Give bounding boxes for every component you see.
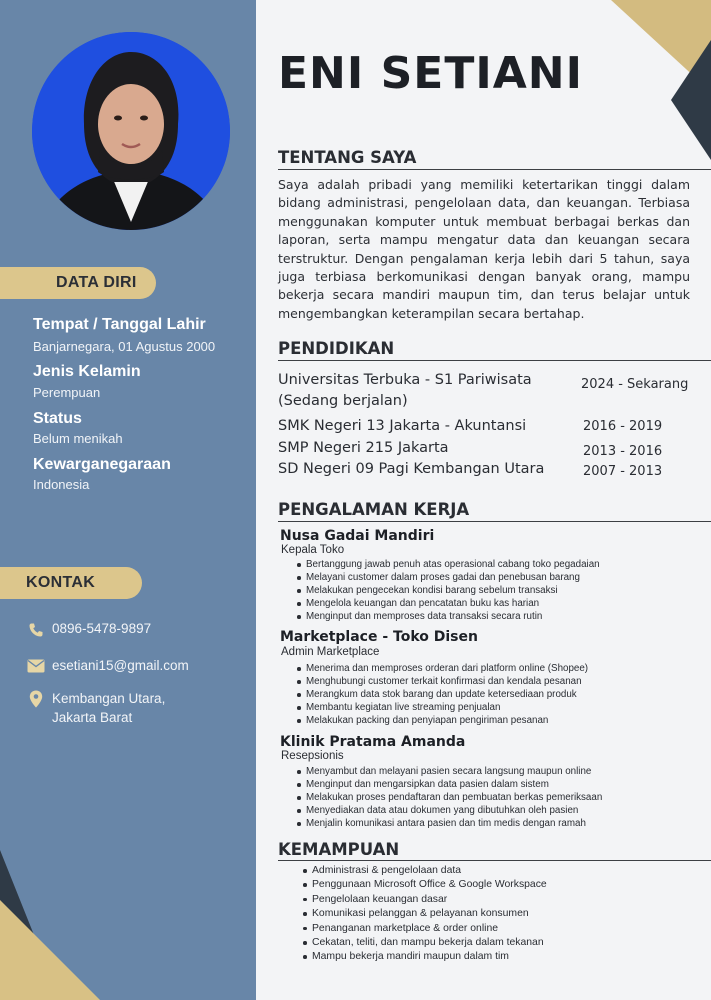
- list-item: Cekatan, teliti, dan mampu bekerja dalam tekanan: [312, 936, 702, 950]
- list-item: Melakukan packing dan penyiapan pengiriman pesanan: [306, 714, 696, 727]
- job-duties-list: [306, 558, 696, 623]
- status-label: Status: [33, 410, 82, 427]
- list-item: Penanganan marketplace & order online: [312, 922, 702, 936]
- job-duties-list: [306, 765, 696, 830]
- list-item: Melayani customer dalam proses gadai dan penebusan barang: [306, 571, 696, 584]
- sidebar: [0, 0, 256, 1000]
- skills-divider: [278, 860, 711, 861]
- education-item-2: [278, 416, 526, 437]
- job-company: Klinik Pratama Amanda: [280, 734, 466, 750]
- job-company: Marketplace - Toko Disen: [280, 629, 478, 645]
- email-row[interactable]: [26, 658, 189, 673]
- nationality-value: Indonesia: [33, 477, 90, 492]
- profile-photo: [32, 32, 230, 230]
- person-avatar-icon: [32, 32, 230, 230]
- about-heading: TENTANG SAYA: [278, 148, 417, 167]
- education-school: SMK Negeri 13 Jakarta - Akuntansi: [278, 418, 527, 434]
- gender-label: Jenis Kelamin: [33, 363, 141, 380]
- list-item: Komunikasi pelanggan & pelayanan konsumen: [312, 907, 702, 921]
- email-address: esetiani15@gmail.com: [52, 658, 189, 673]
- list-item: Mengelola keuangan dan pencatatan buku kas harian: [306, 597, 696, 610]
- job-role: Kepala Toko: [281, 544, 345, 556]
- list-item: Menginput dan mengarsipkan data pasien dalam sistem: [306, 778, 696, 791]
- address-line-1: Kembangan Utara,: [52, 691, 166, 706]
- education-divider: [278, 360, 711, 361]
- job-role: Resepsionis: [281, 750, 344, 762]
- top-right-decoration-dark: [671, 40, 711, 160]
- nationality-label: Kewarganegaraan: [33, 456, 171, 473]
- education-item-1: [278, 370, 532, 412]
- education-years: 2024 - Sekarang: [581, 377, 689, 392]
- phone-row[interactable]: [26, 621, 151, 638]
- gender-value: Perempuan: [33, 385, 101, 400]
- list-item: Bertanggung jawab penuh atas operasional cabang toko pegadaian: [306, 558, 696, 571]
- job-role: Admin Marketplace: [281, 646, 380, 658]
- about-text: Saya adalah pribadi yang memiliki ketertarikan tinggi dalam bidang administrasi, pengelolaan data, dan keuangan. Terbiasa menggunakan komputer untuk membuat berbagai berkas dan laporan, serta mampu mengatur data dan keuangan secara terstruktur. Dengan pengalaman kerja lebih dari 5 tahun, saya juga terbiasa berkomunikasi dengan banyak orang, mampu bekerja secara mandiri maupun tim, dan terus belajar untuk mengembangkan keterampilan secara bertahap.: [278, 177, 690, 321]
- education-heading: PENDIDIKAN: [278, 339, 395, 358]
- list-item: Melakukan pengecekan kondisi barang sebelum transaksi: [306, 584, 696, 597]
- list-item: Pengelolaan keuangan dasar: [312, 893, 702, 907]
- birth-value: Banjarnegara, 01 Agustus 2000: [33, 339, 216, 354]
- list-item: Mampu bekerja mandiri maupun dalam tim: [312, 950, 702, 964]
- list-item: Merangkum data stok barang dan update ketersediaan produk: [306, 688, 696, 701]
- status-value: Belum menikah: [33, 431, 123, 446]
- corner-decoration-gold: [0, 900, 100, 1000]
- about-divider: [278, 169, 711, 170]
- experience-heading: PENGALAMAN KERJA: [278, 500, 470, 519]
- birth-label: Tempat / Tanggal Lahir: [33, 316, 206, 333]
- location-pin-icon: [26, 689, 46, 708]
- list-item: Membantu kegiatan live streaming penjualan: [306, 701, 696, 714]
- list-item: Menerima dan memproses orderan dari platform online (Shopee): [306, 662, 696, 675]
- job-company: Nusa Gadai Mandiri: [280, 528, 435, 544]
- list-item: Menghubungi customer terkait konfirmasi dan kendala pesanan: [306, 675, 696, 688]
- education-item-4: [278, 459, 544, 480]
- skills-list: [312, 864, 702, 965]
- address-row: [26, 689, 165, 727]
- education-school: SMP Negeri 215 Jakarta: [278, 440, 449, 456]
- education-school: SD Negeri 09 Pagi Kembangan Utara: [278, 461, 545, 477]
- education-years: 2013 - 2016: [583, 444, 663, 459]
- job-duties-list: [306, 662, 696, 727]
- phone-icon: [26, 621, 46, 638]
- education-item-3: [278, 438, 449, 459]
- envelope-icon: [26, 658, 46, 673]
- education-years: 2016 - 2019: [583, 419, 663, 434]
- data-diri-heading: DATA DIRI: [0, 267, 156, 299]
- main-content: [256, 0, 711, 1000]
- list-item: Menginput dan memproses data transaksi secara rutin: [306, 610, 696, 623]
- skills-heading: KEMAMPUAN: [278, 840, 400, 859]
- experience-divider: [278, 521, 711, 522]
- kontak-heading: KONTAK: [0, 567, 142, 599]
- phone-number: 0896-5478-9897: [52, 621, 152, 636]
- list-item: Menjalin komunikasi antara pasien dan tim medis dengan ramah: [306, 817, 696, 830]
- full-name: ENI SETIANI: [278, 48, 583, 99]
- list-item: Melakukan proses pendaftaran dan pembuatan berkas pemeriksaan: [306, 791, 696, 804]
- education-note: (Sedang berjalan): [278, 393, 408, 409]
- education-school: Universitas Terbuka - S1 Pariwisata: [278, 372, 532, 388]
- list-item: Administrasi & pengelolaan data: [312, 864, 702, 878]
- list-item: Menyediakan data atau dokumen yang dibutuhkan oleh pasien: [306, 804, 696, 817]
- list-item: Menyambut dan melayani pasien secara langsung maupun online: [306, 765, 696, 778]
- list-item: Penggunaan Microsoft Office & Google Workspace: [312, 878, 702, 892]
- education-years: 2007 - 2013: [583, 464, 663, 479]
- address-line-2: Jakarta Barat: [52, 710, 133, 725]
